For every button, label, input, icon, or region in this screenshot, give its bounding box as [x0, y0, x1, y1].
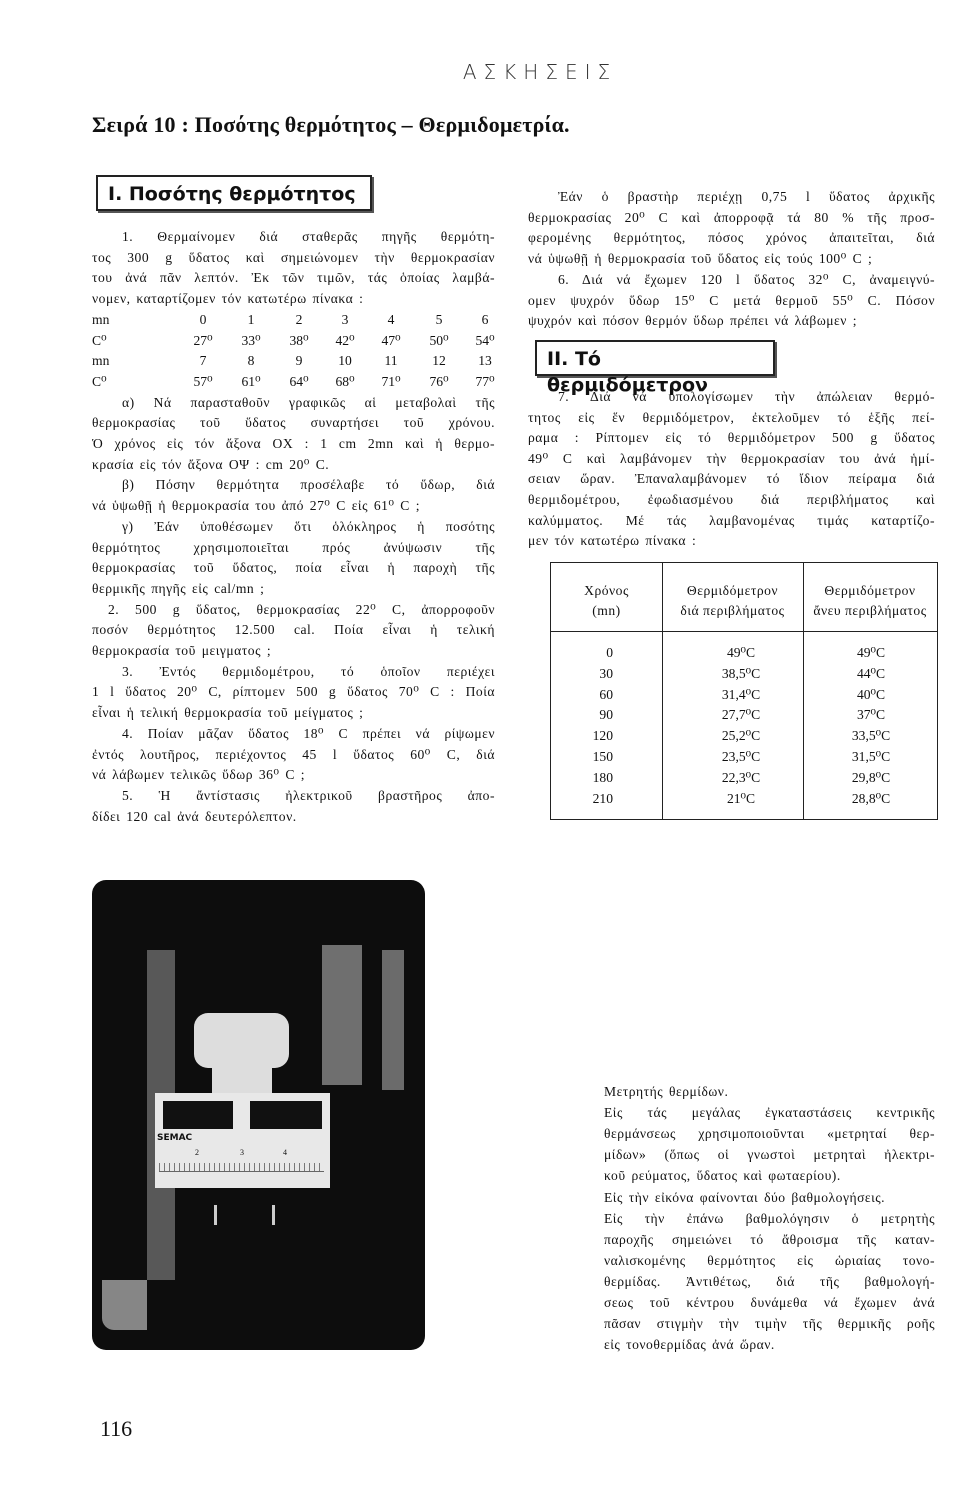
- calorimeter-table: [550, 562, 938, 820]
- measurement-value: 1: [247, 311, 255, 327]
- without-cover-cell: 31,5⁰C: [851, 749, 891, 764]
- text-line: ψυχρόν καὶ πόσον θερμόν ὕδωρ πρέπει νά λάβωμεν ;: [528, 313, 858, 329]
- text-line: φερομένης θερμότητος, πόσος χρόνος ἀπαιτεῖται, διά: [528, 230, 935, 246]
- without-cover-cell: 33,5⁰C: [851, 728, 891, 744]
- text-line: νομεν, καταρτίζομεν τόν κατωτέρω πίνακα :: [92, 291, 364, 307]
- text-line: θερμάνσεως χρησιμοποιοῦνται «μετρηταί θερ-: [604, 1126, 935, 1142]
- time-cell: 0: [606, 645, 613, 660]
- dial-number: 2: [195, 1148, 199, 1157]
- time-cell: 210: [592, 790, 613, 806]
- text-line: δίδει 120 cal ἀνά δευτερόλεπτον.: [92, 808, 297, 824]
- page-number: 116: [100, 1416, 133, 1441]
- measurement-value: 4: [387, 311, 395, 327]
- text-line: τος 300 g ὕδατος καὶ σημειώνομεν τὴν θερμοκρασίαν: [92, 249, 495, 265]
- text-line: θερμοκρασίας 20⁰ C καὶ ἀπορροφᾷ τά 80 % τῆς προσ-: [528, 209, 935, 225]
- text-line: 1. Θερμαίνομεν διά σταθερᾶς πηγῆς θερμότη-: [122, 229, 495, 244]
- text-line: νά ὑψωθῇ ἡ θερμοκρασία του ἀπό 27⁰ C εἰς 61⁰ C ;: [92, 498, 421, 514]
- measurement-label: mn: [92, 311, 110, 327]
- measurement-label: mn: [92, 353, 110, 369]
- dial-brand: SEMAC: [157, 1133, 193, 1143]
- measurement-value: 57⁰: [193, 373, 213, 389]
- text-line: τητος εἰς ἕν θερμιδόμετρον, ἐκτελοῦμεν τό ἑξῆς πεί-: [528, 409, 935, 425]
- meter-top-window: [194, 1013, 289, 1068]
- measurement-value: 68⁰: [335, 373, 355, 389]
- dial-window: [250, 1101, 322, 1129]
- measurement-value: 77⁰: [475, 373, 495, 389]
- measurement-value: 38⁰: [289, 332, 309, 348]
- text-line: ἐντός λουτῆρος, περιέχοντος 45 l ὕδατος 60⁰ C, διά: [92, 746, 495, 762]
- header-line: Χρόνος: [584, 583, 629, 598]
- text-line: ναλισκομένης θερμότητος εἰς ὡριαίας τονο-: [604, 1252, 935, 1268]
- table-header-without-cover: [803, 581, 937, 621]
- text-line: Ὁ χρόνος εἰς τόν ἄξονα ΟΧ : 1 cm 2mn καὶ ἡ θερμο-: [92, 436, 495, 451]
- text-line: νά λάβωμεν τελικῶς ὕδωρ 36⁰ C ;: [92, 767, 306, 783]
- text-line: 3. Ἐντός θερμιδομέτρου, τό ὁποῖον περιέχει: [122, 663, 495, 679]
- text-line: Εἰς τὴν ἐπάνω βαθμολόγησιν ὁ μετρητὴς: [604, 1210, 935, 1226]
- running-head: ΑΣΚΗΣΕΙΣ: [462, 60, 618, 84]
- text-line: μίδων» (ὅπως οἱ γνωστοὶ μετρηταὶ ἠλεκτρι-: [604, 1147, 935, 1163]
- with-cover-cell: 27,7⁰C: [721, 707, 761, 723]
- time-cell: 120: [592, 728, 613, 744]
- header-line: Θερμιδόμετρον: [686, 583, 779, 598]
- dial-number: 4: [283, 1148, 287, 1157]
- header-line: (mn): [592, 603, 621, 618]
- without-cover-cell: 29,8⁰C: [851, 769, 891, 785]
- text-line: γ) Ἐάν ὑποθέσωμεν ὅτι ὁλόκληρος ἡ ποσότης: [122, 518, 495, 534]
- measurement-value: 8: [247, 353, 255, 369]
- meter-connector: [214, 1205, 275, 1225]
- dial-number: 3: [240, 1148, 244, 1157]
- without-cover-cell: 28,8⁰C: [851, 790, 891, 806]
- dial-window: [163, 1101, 233, 1129]
- text-line: σειαν ὥραν. Ἐπαναλαμβάνομεν τό ἴδιον πείραμα διά: [528, 471, 935, 487]
- measurement-value: 27⁰: [193, 332, 213, 348]
- measurement-value: 7: [199, 353, 207, 369]
- text-line: Μετρητής θερμίδων.: [604, 1084, 729, 1099]
- text-line: εἰς τονοθερμίδας ἀνά ὥραν.: [604, 1337, 775, 1353]
- text-line: Ἐάν ὁ βραστὴρ περιέχῃ 0,75 l ὕδατος ἀρχικῆς: [558, 189, 935, 204]
- table-header-time: [551, 581, 662, 621]
- measurement-value: 76⁰: [429, 373, 449, 389]
- text-line: καλύμματος. Μέ τάς λαμβανομένας τιμάς καταρτίζο-: [528, 512, 935, 528]
- measurement-value: 12: [432, 353, 446, 369]
- measurement-label: C⁰: [92, 373, 107, 389]
- text-line: κρασία εἰς τόν ἄξονα ΟΨ : cm 20⁰ C.: [92, 456, 330, 472]
- page-title: Σειρά 10 : Ποσότης θερμότητος – Θερμιδομετρία.: [92, 112, 570, 137]
- time-cell: 180: [592, 769, 613, 785]
- header-line: ἄνευ περιβλήματος: [813, 603, 927, 618]
- text-line: 2. 500 g ὕδατος, θερμοκρασίας 22⁰ C, ἀπορροφοῦν: [108, 601, 495, 617]
- text-line: 5. Ἡ ἄντίστασις ἠλεκτρικοῦ βραστῆρος ἀπο-: [122, 787, 495, 803]
- with-cover-cell: 21⁰C: [726, 790, 756, 806]
- text-line: Εἰς τὴν εἰκόνα φαίνονται δύο βαθμολογήσεις.: [604, 1189, 886, 1205]
- with-cover-cell: 49⁰C: [726, 645, 756, 660]
- without-cover-cell: 40⁰C: [856, 686, 886, 702]
- section-heading-2: II. Τό θερμιδόμετρον: [535, 340, 775, 376]
- text-line: ποσόν θερμότητος 12.500 cal. Ποία εἶναι ἡ τελική: [92, 622, 495, 638]
- measurement-value: 5: [435, 311, 443, 327]
- text-line: 4. Ποίαν μᾶζαν ὕδατος 18⁰ C πρέπει νά ρίψωμεν: [122, 725, 495, 741]
- time-cell: 60: [599, 686, 613, 702]
- measurement-value: 64⁰: [289, 373, 309, 389]
- text-line: ομεν ψυχρόν ὕδωρ 15⁰ C μετά θερμοῦ 55⁰ C. Πόσον: [528, 292, 935, 308]
- measurement-value: 71⁰: [381, 373, 401, 389]
- dial-scale: [159, 1163, 324, 1172]
- text-line: 7. Διά νά ὑπολογίσωμεν τὴν ἀπώλειαν θερμό-: [558, 389, 935, 404]
- text-line: κοῦ ρεύματος, ὕδατος καὶ φωταερίου).: [604, 1168, 841, 1184]
- heat-meter-photo: [92, 880, 425, 1350]
- header-line: διά περιβλήματος: [680, 603, 785, 618]
- time-cell: 90: [599, 707, 613, 723]
- photo-highlight: [322, 945, 362, 1085]
- measurement-value: 6: [481, 311, 489, 327]
- text-line: θερμικῆς πηγῆς εἰς cal/mn ;: [92, 580, 265, 596]
- measurement-value: 47⁰: [381, 332, 401, 348]
- with-cover-cell: 22,3⁰C: [721, 769, 761, 785]
- text-line: του ἀνά πᾶν λεπτόν. Ἐκ τῶν τιμῶν, τάς ὁποίας λαμβά-: [92, 270, 495, 286]
- table-header-rule: [551, 631, 937, 632]
- text-line: θερμοκρασία τοῦ μειγματος ;: [92, 643, 272, 658]
- measurement-value: 11: [384, 353, 398, 369]
- measurement-value: 54⁰: [475, 332, 495, 348]
- measurement-value: 9: [295, 353, 303, 369]
- text-line: ραμα : Ρίπτομεν εἰς τό θερμιδόμετρον 500 g ὕδατος: [528, 430, 935, 446]
- text-line: πᾶσαν στιγμὴν τὴν τιμὴν τῆς θερμικῆς ροῆς: [604, 1316, 935, 1332]
- without-cover-cell: 49⁰C: [856, 645, 886, 660]
- time-cell: 30: [599, 665, 613, 681]
- with-cover-cell: 31,4⁰C: [721, 686, 761, 702]
- without-cover-cell: 44⁰C: [856, 665, 886, 681]
- text-line: παροχῆς σημειώνει τό ἄθροισμα τῆς καταν-: [604, 1231, 935, 1247]
- photo-highlight: [102, 1280, 147, 1330]
- text-line: θερμοκρασίας τοῦ ὕδατος, ποία εἶναι ἡ παροχὴ τῆς: [92, 560, 495, 576]
- text-line: Εἰς τάς μεγάλας ἐγκαταστάσεις κεντρικῆς: [604, 1105, 935, 1121]
- measurement-value: 3: [341, 311, 349, 327]
- measurement-value: 42⁰: [335, 332, 355, 348]
- text-line: σεως τοῦ κέντρου δυνάμεθα νά ἔχωμεν ἀνά: [604, 1295, 935, 1310]
- with-cover-cell: 38,5⁰C: [721, 665, 761, 681]
- photo-highlight: [382, 950, 404, 1090]
- measurement-value: 33⁰: [241, 332, 261, 348]
- measurement-value: 61⁰: [241, 373, 261, 389]
- text-line: θερμιδομέτρου, ἐφωδιασμένου διά περιβλήματος καὶ: [528, 492, 935, 507]
- with-cover-cell: 25,2⁰C: [721, 728, 761, 744]
- measurement-label: C⁰: [92, 332, 107, 348]
- without-cover-cell: 37⁰C: [856, 707, 886, 723]
- text-line: εἶναι ἡ τελική θερμοκρασία τοῦ μείγματος ;: [92, 705, 364, 721]
- text-line: θερμότητος χρησιμοποιεῖται πρός ἀνύψωσιν τῆς: [92, 539, 495, 555]
- text-line: β) Πόσην θερμότητα προσέλαβε τό ὕδωρ, διά: [122, 477, 495, 493]
- text-line: θερμίδας. Ἀντιθέτως, διά τῆς βαθμολογή-: [604, 1273, 935, 1289]
- text-line: α) Νά παρασταθοῦν γραφικῶς αἱ μεταβολαὶ τῆς: [122, 394, 495, 410]
- section-heading-1: I. Ποσότης θερμότητος: [96, 175, 372, 211]
- text-line: νά ὑψωθῇ ἡ θερμοκρασία τοῦ ὕδατος εἰς τούς 100⁰ C ;: [528, 251, 873, 267]
- measurement-value: 13: [478, 353, 492, 369]
- meter-dial: [155, 1093, 330, 1188]
- text-line: 6. Διά νά ἔχωμεν 120 l ὕδατος 32⁰ C, ἀναμειγνύ-: [558, 271, 935, 287]
- table-header-with-cover: [662, 581, 803, 621]
- meter-neck: [212, 1065, 272, 1095]
- measurement-value: 2: [295, 311, 303, 327]
- measurement-value: 10: [338, 353, 352, 369]
- header-line: Θερμιδόμετρον: [824, 583, 916, 598]
- text-line: μεν τόν κατωτέρω πίνακα :: [528, 533, 697, 549]
- text-line: 49⁰ C καὶ λαμβάνομεν τὴν θερμοκρασίαν του ἀνά ἡμί-: [528, 450, 935, 466]
- measurement-value: 0: [199, 311, 207, 327]
- with-cover-cell: 23,5⁰C: [721, 749, 761, 764]
- text-line: 1 l ὕδατος 20⁰ C, ρίπτομεν 500 g ὕδατος 70⁰ C : Ποία: [92, 684, 495, 700]
- measurement-value: 50⁰: [429, 332, 449, 348]
- text-line: θερμοκρασίας τοῦ ὕδατος συναρτήσει τοῦ χρόνου.: [92, 415, 495, 431]
- time-cell: 150: [592, 749, 613, 764]
